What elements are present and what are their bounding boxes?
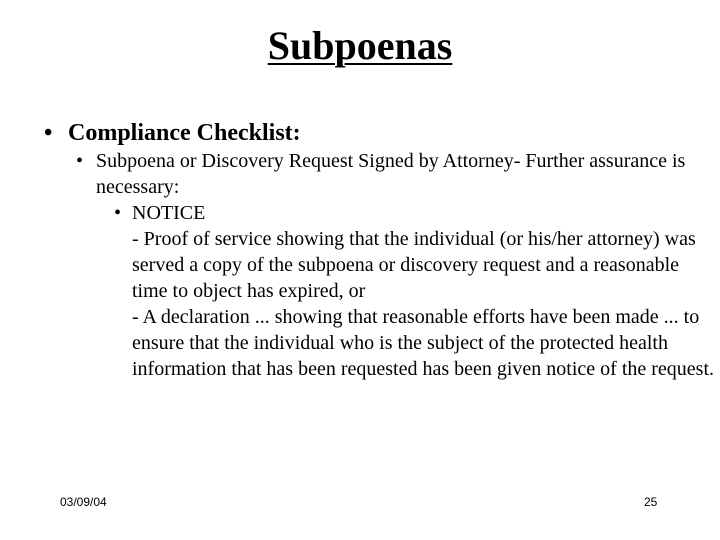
bullet-subpoena-request bbox=[76, 148, 706, 200]
bullet-compliance-checklist bbox=[44, 118, 704, 148]
declaration-paragraph: - A declaration ... showing that reasonable efforts have been made ... to ensure that the individual who is the subject of the protected health information that has been requested has been given notice of the request. bbox=[132, 306, 715, 380]
bullet-notice bbox=[114, 200, 714, 226]
checklist-heading: Compliance Checklist: bbox=[68, 120, 301, 146]
slide-title: Subpoenas bbox=[267, 23, 453, 68]
notice-heading: NOTICE bbox=[132, 202, 206, 224]
subpoena-request-text: Subpoena or Discovery Request Signed by Attorney- Further assurance is necessary: bbox=[96, 150, 686, 198]
footer-page-number: 25 bbox=[644, 495, 658, 509]
bullet-icon: • bbox=[44, 120, 53, 146]
footer-date: 03/09/04 bbox=[60, 495, 107, 509]
proof-of-service-paragraph: - Proof of service showing that the individual (or his/her attorney) was served a copy of the subpoena or discovery request and a reasonable time to object has expired, or bbox=[132, 228, 696, 302]
bullet-icon: • bbox=[76, 150, 84, 172]
bullet-icon: • bbox=[114, 202, 122, 224]
